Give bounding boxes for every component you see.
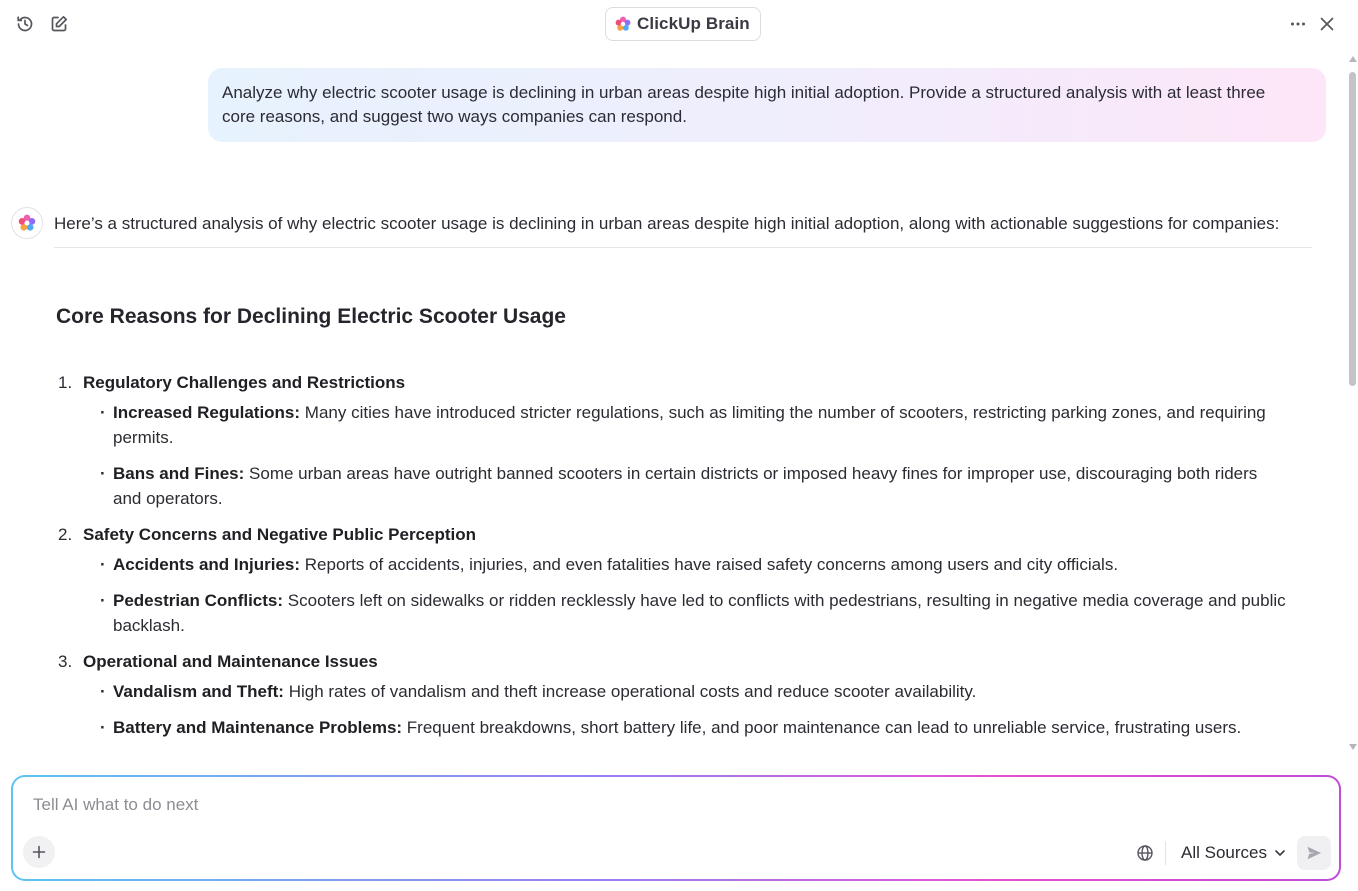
clickup-brain-avatar-icon: [18, 214, 36, 232]
clickup-brain-logo-icon: [615, 16, 631, 32]
plus-icon: [31, 844, 47, 860]
more-horizontal-icon: [1288, 14, 1308, 34]
edit-icon: [49, 14, 69, 34]
bullet-dot: ·: [100, 555, 106, 574]
reason-point: [83, 552, 1286, 577]
close-icon: [1317, 14, 1337, 34]
point-text: Frequent breakdowns, short battery life, and poor maintenance can lead to unreliable service, frustrating users.: [402, 718, 1242, 737]
point-text: Some urban areas have outright banned scooters in certain districts or imposed heavy fines for improper use, discouraging both riders and operators.: [113, 464, 1258, 508]
composer-divider: [1165, 841, 1166, 865]
globe-icon: [1136, 844, 1154, 862]
bullet-dot: ·: [100, 718, 106, 737]
conversation-area[interactable]: [0, 48, 1346, 758]
bullet-dot: ·: [100, 682, 106, 701]
point-text: Scooters left on sidewalks or ridden recklessly have led to conflicts with pedestrians, resulting in negative media coverage and public backlash.: [113, 591, 1286, 635]
point-label: Accidents and Injuries:: [113, 555, 301, 574]
sources-dropdown[interactable]: [1181, 839, 1287, 867]
scroll-down-arrow-icon[interactable]: [1349, 744, 1357, 750]
reason-number: 1.: [58, 373, 73, 392]
close-button[interactable]: [1313, 10, 1341, 38]
reason-title: Operational and Maintenance Issues: [83, 652, 378, 671]
reasons-list: [56, 370, 1286, 751]
app-title-pill: [605, 7, 761, 41]
history-button[interactable]: [11, 10, 39, 38]
point-text: Reports of accidents, injuries, and even fatalities have raised safety concerns among users and city officials.: [300, 555, 1119, 574]
app-title: ClickUp Brain: [637, 14, 750, 33]
point-label: Pedestrian Conflicts:: [113, 591, 284, 610]
reason-point: [83, 715, 1286, 740]
add-attachment-button[interactable]: [23, 836, 55, 868]
more-options-button[interactable]: [1284, 10, 1312, 38]
point-label: Increased Regulations:: [113, 403, 301, 422]
ai-response-intro: Here’s a structured analysis of why electric scooter usage is declining in urban areas despite high initial adoption, along with actionable suggestions for companies:: [54, 212, 1312, 248]
reason-number: 3.: [58, 652, 73, 671]
point-label: Battery and Maintenance Problems:: [113, 718, 403, 737]
send-button[interactable]: [1297, 836, 1331, 870]
scroll-up-arrow-icon[interactable]: [1349, 56, 1357, 62]
reason-point: [83, 588, 1286, 638]
section-heading: Core Reasons for Declining Electric Scooter Usage: [56, 305, 566, 328]
prompt-composer: [11, 775, 1341, 881]
point-text: High rates of vandalism and theft increase operational costs and reduce scooter availability.: [283, 682, 977, 701]
point-text: Many cities have introduced stricter regulations, such as limiting the number of scooters, restricting parking zones, and requiring permits.: [113, 403, 1266, 447]
reason-point: [83, 400, 1286, 450]
chevron-down-icon: [1273, 846, 1287, 860]
history-icon: [15, 14, 35, 34]
bullet-dot: ·: [100, 464, 106, 483]
point-label: Vandalism and Theft:: [113, 682, 284, 701]
reason-item: [56, 370, 1286, 511]
web-search-button[interactable]: [1134, 842, 1156, 864]
reason-point: [83, 461, 1286, 511]
bullet-dot: ·: [100, 591, 106, 610]
point-label: Bans and Fines:: [113, 464, 245, 483]
prompt-input[interactable]: [33, 791, 1133, 819]
new-chat-button[interactable]: [45, 10, 73, 38]
scrollbar-thumb[interactable]: [1349, 72, 1356, 386]
header: [0, 0, 1358, 48]
ai-avatar: [11, 207, 43, 239]
bullet-dot: ·: [100, 403, 106, 422]
send-icon: [1305, 844, 1323, 862]
reason-point: [83, 679, 1286, 704]
reason-number: 2.: [58, 525, 73, 544]
reason-title: Safety Concerns and Negative Public Perception: [83, 525, 477, 544]
prompt-composer-inner: [13, 777, 1339, 879]
user-message-bubble: Analyze why electric scooter usage is declining in urban areas despite high initial adoption. Provide a structured analysis with at least three core reasons, and suggest two ways companies can respond.: [208, 68, 1326, 142]
reason-item: [56, 522, 1286, 638]
reason-item: [56, 649, 1286, 740]
reason-title: Regulatory Challenges and Restrictions: [83, 373, 406, 392]
conversation-scrollbar[interactable]: [1346, 48, 1358, 758]
sources-label: All Sources: [1181, 843, 1267, 862]
